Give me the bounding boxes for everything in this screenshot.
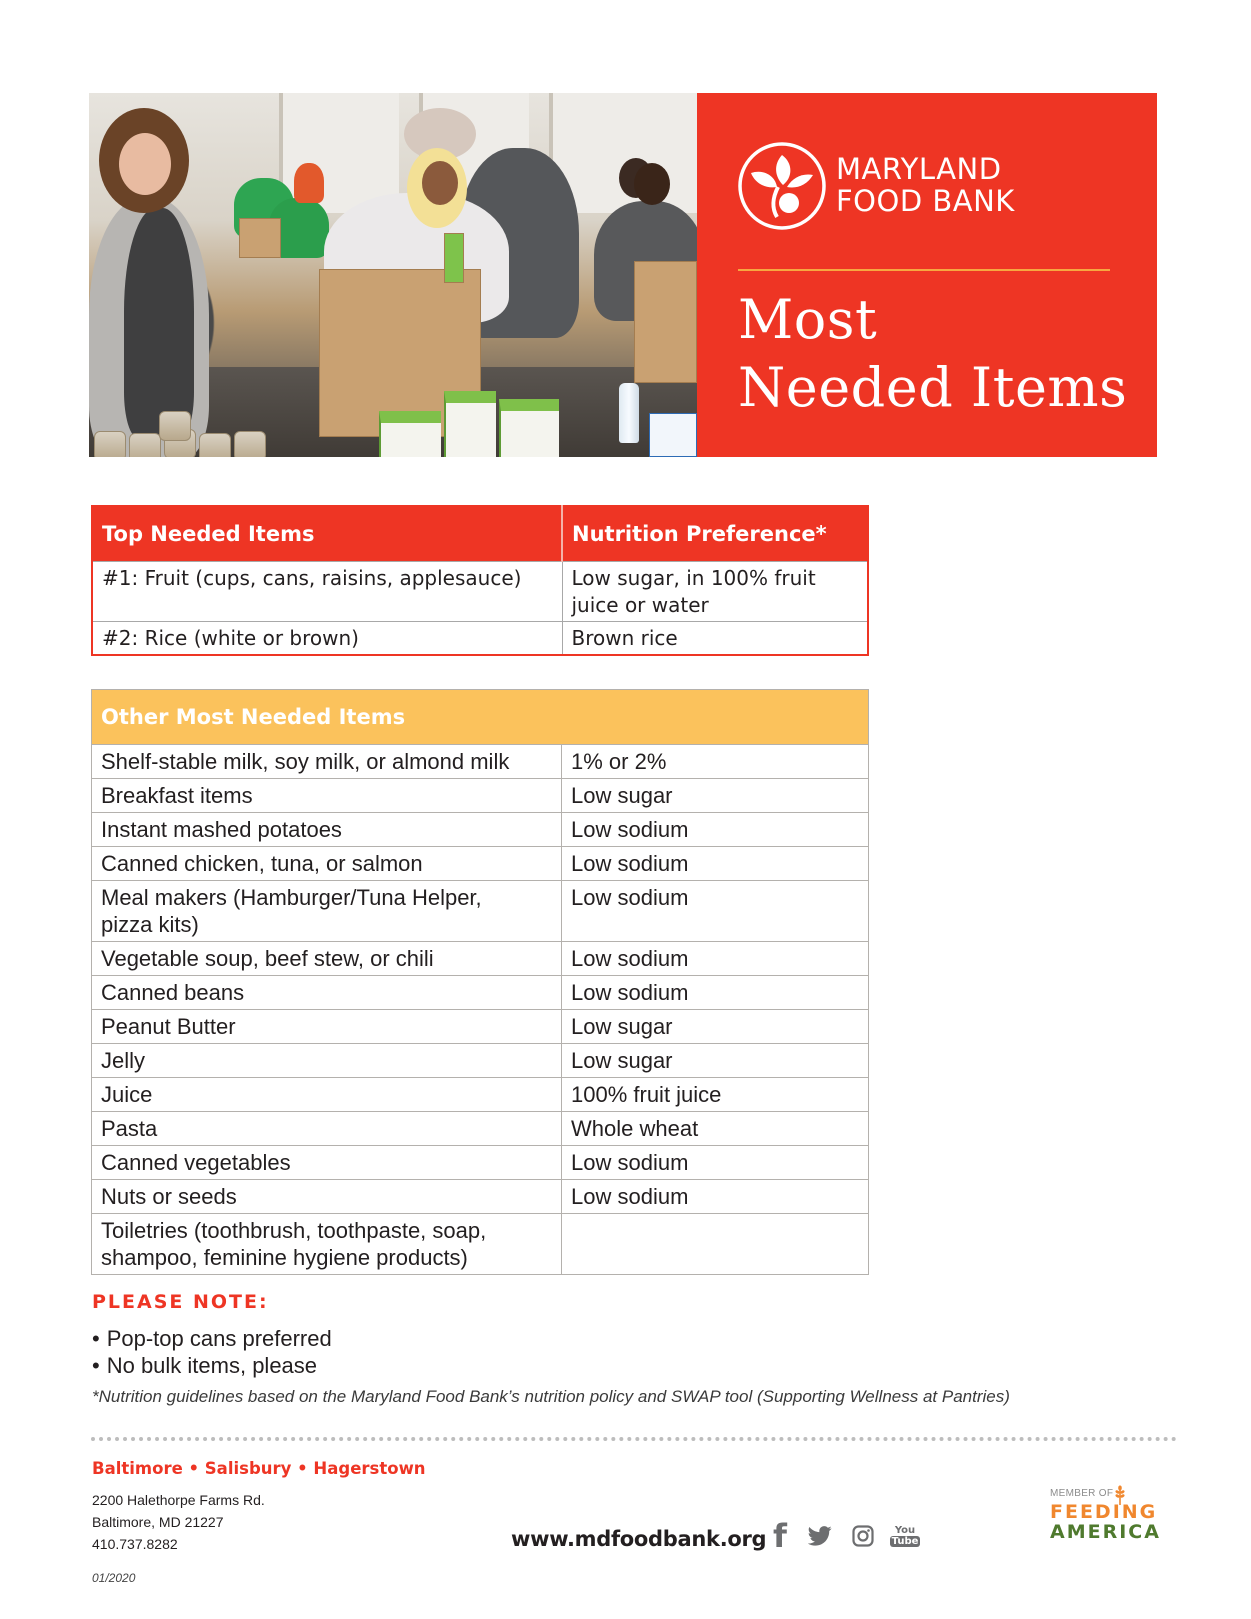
wheat-icon: [1114, 1485, 1126, 1505]
table-row: [92, 1180, 869, 1214]
other-items-header: Other Most Needed Items: [92, 690, 869, 745]
preference-cell: Brown rice: [562, 621, 868, 655]
item-cell: Instant mashed potatoes: [92, 813, 562, 847]
preference-cell: 1% or 2%: [562, 745, 869, 779]
page-title: [738, 286, 1127, 422]
photo-volunteer: [124, 208, 194, 438]
item-cell: Shelf-stable milk, soy milk, or almond milk: [92, 745, 562, 779]
table-row: [92, 745, 869, 779]
instagram-camera-glyph: [852, 1525, 874, 1547]
page-title-line2: Needed Items: [738, 356, 1128, 419]
table-row: [92, 881, 869, 942]
please-note-heading: PLEASE NOTE:: [92, 1291, 269, 1313]
table-row: [92, 976, 869, 1010]
table-row: [92, 813, 869, 847]
other-needed-items-table: [91, 689, 869, 1275]
brand-panel: [697, 93, 1157, 457]
preference-cell: Low sodium: [562, 881, 869, 942]
item-cell: Juice: [92, 1078, 562, 1112]
table-row: [92, 1010, 869, 1044]
photo-volunteer-face: [422, 161, 458, 205]
item-cell: Meal makers (Hamburger/Tuna Helper, pizza kits): [92, 881, 562, 942]
brand-divider: [738, 269, 1110, 271]
preference-cell: Low sodium: [562, 942, 869, 976]
photo-cardboard-box: [239, 218, 281, 258]
table-header-row: [92, 506, 868, 561]
phone-number: 410.737.8282: [92, 1536, 178, 1552]
table-row: [92, 1078, 869, 1112]
table-row: [92, 621, 868, 655]
note-item: • No bulk items, please: [92, 1352, 332, 1379]
preference-cell: Low sodium: [562, 1146, 869, 1180]
facebook-icon[interactable]: f: [773, 1517, 787, 1555]
youtube-you-text: You: [894, 1525, 916, 1536]
item-cell: Vegetable soup, beef stew, or chili: [92, 942, 562, 976]
revision-date: 01/2020: [92, 1571, 136, 1585]
photo-stuffing-box: [444, 233, 464, 283]
brand-name-line1: MARYLAND: [836, 152, 1002, 186]
locations: Baltimore • Salisbury • Hagerstown: [92, 1459, 426, 1478]
item-cell: #1: Fruit (cups, cans, raisins, applesauce): [92, 561, 562, 621]
preference-cell: 100% fruit juice: [562, 1078, 869, 1112]
page-title-line1: Most: [738, 288, 878, 351]
feeding-america-logo: [1050, 1488, 1170, 1542]
photo-can: [199, 433, 231, 457]
top-needed-items-table: [91, 505, 869, 656]
preference-cell: Low sugar: [562, 779, 869, 813]
preference-cell: Low sugar: [562, 1044, 869, 1078]
youtube-tube-text: Tube: [891, 1536, 919, 1547]
member-of-label: MEMBER OF: [1050, 1488, 1114, 1499]
photo-stuffing-box: [379, 411, 441, 457]
photo-water-bottle: [619, 383, 639, 443]
twitter-bird-glyph: [808, 1526, 832, 1546]
photo-can: [129, 433, 161, 457]
volunteers-photo: [89, 93, 697, 457]
hero-banner: [89, 93, 1157, 457]
instagram-icon[interactable]: [850, 1519, 876, 1553]
photo-stuffing-box: [499, 399, 559, 457]
item-cell: Jelly: [92, 1044, 562, 1078]
table-row: [92, 847, 869, 881]
preference-cell: Low sodium: [562, 847, 869, 881]
address-line2: Baltimore, MD 21227: [92, 1514, 224, 1530]
brand-name-line2: FOOD BANK: [836, 184, 1015, 218]
preference-cell: [562, 1214, 869, 1275]
preference-cell: Low sodium: [562, 1180, 869, 1214]
footer-divider: [91, 1437, 1177, 1441]
item-cell: Canned beans: [92, 976, 562, 1010]
table-row: [92, 1146, 869, 1180]
america-text: AMERICA: [1050, 1521, 1161, 1543]
contact-address: [92, 1489, 265, 1555]
column-header-nutrition: Nutrition Preference*: [562, 506, 868, 561]
photo-can: [234, 431, 266, 457]
notes-list: [92, 1325, 332, 1379]
feeding-text: FEEDING: [1050, 1501, 1158, 1523]
preference-cell: Low sugar, in 100% fruit juice or water: [562, 561, 868, 621]
preference-cell: Low sodium: [562, 813, 869, 847]
preference-cell: Low sugar: [562, 1010, 869, 1044]
website-link[interactable]: www.mdfoodbank.org: [511, 1527, 767, 1551]
item-cell: Nuts or seeds: [92, 1180, 562, 1214]
item-cell: Toiletries (toothbrush, toothpaste, soap, shampoo, feminine hygiene products): [92, 1214, 562, 1275]
table-row: [92, 779, 869, 813]
twitter-icon[interactable]: [806, 1519, 834, 1553]
brand-name: [836, 153, 1015, 217]
photo-volunteer-head: [634, 163, 670, 205]
nutrition-footnote: *Nutrition guidelines based on the Maryland Food Bank’s nutrition policy and SWAP tool (Supporting Wellness at Pantries): [92, 1387, 1010, 1406]
item-cell: Pasta: [92, 1112, 562, 1146]
address-line1: 2200 Halethorpe Farms Rd.: [92, 1492, 265, 1508]
table-row: [92, 1044, 869, 1078]
note-item: • Pop-top cans preferred: [92, 1325, 332, 1352]
photo-cardboard-box: [634, 261, 697, 383]
preference-cell: Whole wheat: [562, 1112, 869, 1146]
youtube-icon[interactable]: [893, 1519, 917, 1553]
item-cell: Breakfast items: [92, 779, 562, 813]
column-header-items: Top Needed Items: [92, 506, 562, 561]
table-row: [92, 1214, 869, 1275]
photo-volunteer-face: [119, 133, 171, 195]
photo-stuffing-box: [444, 391, 496, 457]
item-cell: #2: Rice (white or brown): [92, 621, 562, 655]
maryland-food-bank-logo-icon: [737, 141, 827, 231]
table-row: [92, 561, 868, 621]
preference-cell: Low sodium: [562, 976, 869, 1010]
item-cell: Canned vegetables: [92, 1146, 562, 1180]
photo-can: [159, 411, 191, 441]
table-header-row: [92, 690, 869, 745]
item-cell: Peanut Butter: [92, 1010, 562, 1044]
photo-can: [94, 431, 126, 457]
photo-volunteer: [294, 163, 324, 203]
photo-box: [649, 413, 697, 457]
table-row: [92, 1112, 869, 1146]
item-cell: Canned chicken, tuna, or salmon: [92, 847, 562, 881]
table-row: [92, 942, 869, 976]
